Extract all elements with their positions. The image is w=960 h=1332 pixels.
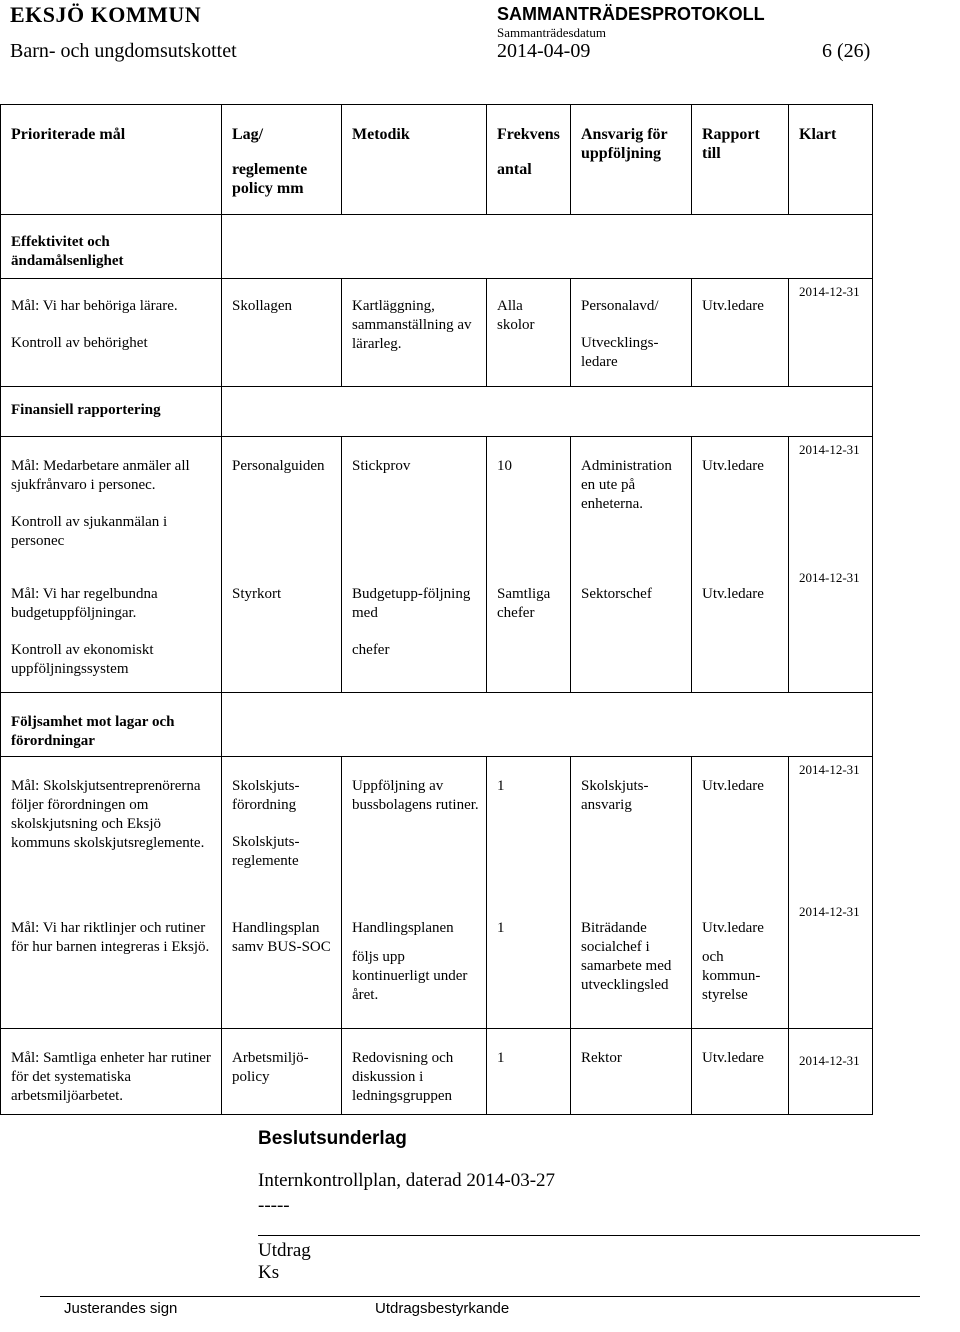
header-law-line1: Lag/: [232, 126, 264, 143]
control-text: Kontroll av sjukanmälan i personec: [11, 514, 168, 549]
meeting-date: 2014-04-09: [497, 40, 591, 62]
table-row: [1, 279, 873, 387]
responsible-cell: Administration en ute på enheterna.: [571, 437, 692, 565]
signature-extract-verification: Utdragsbestyrkande: [375, 1300, 510, 1317]
signature-line: [40, 1296, 920, 1297]
law-cell: Skollagen: [222, 279, 342, 387]
organization-name: EKSJÖ KOMMUN: [10, 2, 202, 27]
header-goal: Prioriterade mål: [1, 105, 222, 215]
header-frequency: [487, 105, 571, 215]
decision-basis-item: Internkontrollplan, daterad 2014-03-27: [258, 1170, 556, 1191]
section-title: Följsamhet mot lagar och förordningar: [1, 693, 222, 757]
frequency-cell: 10: [487, 437, 571, 565]
control-text: Kontroll av ekonomiskt uppföljningssystem: [11, 641, 154, 677]
method-line1: Budgetupp-följning med: [352, 585, 471, 621]
separator-dashes: -----: [258, 1195, 290, 1216]
report-cell: Utv.ledare: [692, 437, 789, 565]
header-law-line3: policy mm: [232, 180, 304, 197]
responsible-cell: Sektorschef: [571, 565, 692, 693]
report-cell: Utv.ledare: [692, 279, 789, 387]
report-cell: [692, 899, 789, 1029]
method-cell: Uppföljning av bussbolagens rutiner.: [342, 757, 487, 899]
section-title-row: [1, 693, 873, 757]
law-line1: Skolskjuts-förordning: [232, 778, 300, 813]
header-responsible: Ansvarig för uppföljning: [571, 105, 692, 215]
done-cell: 2014-12-31: [789, 1029, 873, 1115]
internal-control-table: [0, 104, 873, 1115]
report-cell: Utv.ledare: [692, 1029, 789, 1115]
law-cell: [222, 757, 342, 899]
header-report: Rapport till: [692, 105, 789, 215]
law-cell: Handlingsplan samv BUS-SOC: [222, 899, 342, 1029]
extract-recipients: [258, 1240, 311, 1284]
header-law-line2: reglemente: [232, 161, 308, 178]
responsible-cell: Biträdande socialchef i samarbete med utvecklingsled: [571, 899, 692, 1029]
method-cell: [342, 899, 487, 1029]
document-type: SAMMANTRÄDESPROTOKOLL: [497, 4, 765, 24]
report-line2: och kommun-styrelse: [702, 948, 761, 1003]
law-cell: Styrkort: [222, 565, 342, 693]
done-cell: 2014-12-31: [789, 279, 873, 387]
goal-cell: [1, 437, 222, 565]
done-cell: 2014-12-31: [789, 899, 873, 1029]
responsible-line1: Personalavd/: [581, 298, 659, 314]
done-cell: 2014-12-31: [789, 565, 873, 693]
responsible-cell: Rektor: [571, 1029, 692, 1115]
committee-name: Barn- och ungdomsutskottet: [10, 40, 237, 62]
done-cell: 2014-12-31: [789, 757, 873, 899]
table-row: [1, 899, 873, 1029]
table-row: [1, 565, 873, 693]
table-row: [1, 1029, 873, 1115]
report-cell: Utv.ledare: [692, 565, 789, 693]
law-line2: Skolskjuts-reglemente: [232, 834, 300, 869]
goal-text: Mål: Medarbetare anmäler all sjukfrånvaro i personec.: [11, 458, 190, 493]
goal-cell: Mål: Vi har riktlinjer och rutiner för hur barnen integreras i Eksjö.: [1, 899, 222, 1029]
extract-label: Utdrag: [258, 1240, 311, 1261]
law-cell: Personalguiden: [222, 437, 342, 565]
control-text: Kontroll av behörighet: [11, 335, 148, 351]
frequency-cell: 1: [487, 899, 571, 1029]
method-cell: [342, 565, 487, 693]
frequency-cell: Alla skolor: [487, 279, 571, 387]
method-line2: chefer: [352, 641, 390, 658]
section-title: Finansiell rapportering: [1, 387, 222, 437]
signature-adjusters: Justerandes sign: [64, 1300, 178, 1317]
method-line1: Handlingsplanen: [352, 919, 454, 936]
section-title: Effektivitet och ändamålsenlighet: [1, 215, 222, 279]
frequency-cell: 1: [487, 1029, 571, 1115]
method-line2: följs upp kontinuerligt under året.: [352, 948, 468, 1003]
method-cell: Kartläggning, sammanställning av lärarleg.: [342, 279, 487, 387]
method-cell: Stickprov: [342, 437, 487, 565]
header-method: Metodik: [342, 105, 487, 215]
responsible-line2: Utvecklings-ledare: [581, 335, 659, 370]
table-row: [1, 757, 873, 899]
method-cell: Redovisning och diskussion i ledningsgruppen: [342, 1029, 487, 1115]
law-cell: Arbetsmiljö-policy: [222, 1029, 342, 1115]
decision-basis-heading: Beslutsunderlag: [258, 1128, 407, 1149]
separator-line: [258, 1235, 920, 1236]
report-line1: Utv.ledare: [702, 919, 764, 936]
meeting-date-label: Sammanträdesdatum: [497, 25, 607, 40]
responsible-cell: Skolskjuts-ansvarig: [571, 757, 692, 899]
table-row: [1, 437, 873, 565]
frequency-cell: 1: [487, 757, 571, 899]
page-number: 6 (26): [822, 40, 871, 62]
goal-cell: Mål: Skolskjutsentreprenörerna följer förordningen om skolskjutsning och Eksjö kommuns skolskjutsreglemente.: [1, 757, 222, 899]
goal-cell: [1, 279, 222, 387]
done-cell: 2014-12-31: [789, 437, 873, 565]
table-header-row: [1, 105, 873, 215]
header-done: Klart: [789, 105, 873, 215]
responsible-cell: [571, 279, 692, 387]
goal-cell: Mål: Samtliga enheter har rutiner för det systematiska arbetsmiljöarbetet.: [1, 1029, 222, 1115]
section-title-row: [1, 387, 873, 437]
extract-recipient: Ks: [258, 1262, 280, 1283]
header-frequency-line2: antal: [497, 161, 532, 178]
header-law: [222, 105, 342, 215]
goal-text: Mål: Vi har behöriga lärare.: [11, 298, 178, 314]
goal-text: Mål: Vi har regelbundna budgetuppföljningar.: [11, 585, 158, 621]
goal-cell: [1, 565, 222, 693]
section-title-row: [1, 215, 873, 279]
header-frequency-line1: Frekvens: [497, 126, 560, 143]
frequency-cell: Samtliga chefer: [487, 565, 571, 693]
report-cell: Utv.ledare: [692, 757, 789, 899]
